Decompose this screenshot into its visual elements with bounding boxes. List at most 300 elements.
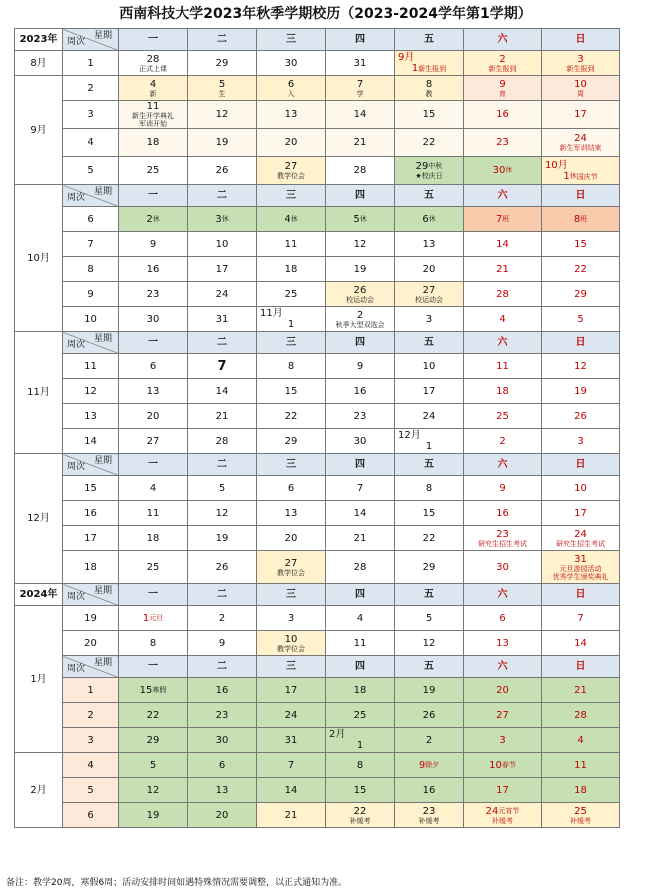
day-number: 27 <box>146 435 160 447</box>
day-cell <box>119 429 188 454</box>
day-number: 25 <box>146 561 160 573</box>
day-number: $30^休$ <box>492 165 513 176</box>
day-cell <box>188 703 257 728</box>
day-note: 补缓考 <box>349 816 371 825</box>
zhouci-label: 周次 <box>67 592 86 602</box>
weekday-header: 三 <box>257 656 326 678</box>
day-cell <box>188 631 257 656</box>
day-number: 15 <box>353 784 367 796</box>
day-number: 2 <box>499 53 506 65</box>
day-cell <box>464 551 542 584</box>
day-cell <box>542 728 620 753</box>
day-number: 11 <box>353 637 367 649</box>
day-number: 26 <box>353 284 367 296</box>
day-cell <box>326 354 395 379</box>
day-number: 24 <box>215 288 229 300</box>
day-note: 校运动会 <box>415 295 443 304</box>
day-cell <box>119 354 188 379</box>
day-number: 5 <box>149 759 157 771</box>
day-cell <box>542 606 620 631</box>
day-cell <box>542 678 620 703</box>
day-cell <box>257 526 326 551</box>
day-number: 21 <box>496 263 509 275</box>
weekday-header: 六 <box>464 332 542 354</box>
day-cell <box>464 703 542 728</box>
month-label: 12月 <box>15 454 63 584</box>
week-number: 6 <box>63 803 119 828</box>
day-number: 28 <box>353 165 367 176</box>
day-number: 5 <box>218 78 226 90</box>
day-number: 29 <box>574 288 587 300</box>
day-number: 6 <box>287 482 295 494</box>
weekday-header: 日 <box>542 454 620 476</box>
day-cell <box>395 803 464 828</box>
day-cell <box>257 753 326 778</box>
day-cell <box>542 207 620 232</box>
day-note: 教学位会 <box>277 644 305 653</box>
day-cell <box>119 678 188 703</box>
week-number: 14 <box>63 429 119 454</box>
day-number: 4 <box>499 313 506 325</box>
week-number: 7 <box>63 232 119 257</box>
day-cell <box>542 753 620 778</box>
day-cell <box>257 631 326 656</box>
weekday-header: 五 <box>395 332 464 354</box>
day-cell <box>257 551 326 584</box>
day-cell <box>257 157 326 185</box>
month-label: 10月 <box>15 185 63 332</box>
day-number: 30 <box>284 57 298 69</box>
day-number: 5 <box>425 612 433 624</box>
day-cell <box>542 257 620 282</box>
day-number: 26 <box>215 165 229 176</box>
day-number: 13 <box>284 507 298 519</box>
weekday-header: 二 <box>188 656 257 678</box>
zhouci-label: 周次 <box>67 340 86 350</box>
day-cell <box>188 778 257 803</box>
day-cell <box>119 157 188 185</box>
day-number: 11 <box>146 507 160 519</box>
day-number: 7 <box>356 78 364 90</box>
day-number: 31 <box>353 57 367 69</box>
day-cell <box>119 282 188 307</box>
day-number: 10 <box>284 633 298 645</box>
day-cell <box>257 232 326 257</box>
weekday-header: 日 <box>542 656 620 678</box>
day-cell <box>119 753 188 778</box>
day-number: 15 <box>422 109 436 120</box>
day-number: 23 <box>496 137 509 148</box>
day-cell <box>464 207 542 232</box>
day-cell <box>188 476 257 501</box>
day-number: 8 <box>425 482 433 494</box>
day-note: 教学位会 <box>277 568 305 577</box>
day-cell <box>542 354 620 379</box>
day-number: 3 <box>577 435 584 447</box>
day-cell <box>395 282 464 307</box>
day-number: 1 <box>425 441 433 452</box>
day-number: 13 <box>422 238 436 250</box>
day-cell <box>464 51 542 76</box>
weekday-header: 一 <box>119 454 188 476</box>
day-cell <box>464 232 542 257</box>
day-cell <box>257 778 326 803</box>
day-number: 15 <box>422 507 436 519</box>
day-cell <box>395 703 464 728</box>
day-cell <box>257 129 326 157</box>
day-number: 19 <box>146 809 160 821</box>
day-number: 21 <box>353 137 367 148</box>
day-cell <box>326 678 395 703</box>
week-number: 19 <box>63 606 119 631</box>
day-number: 17 <box>496 784 509 796</box>
weekday-header: 二 <box>188 332 257 354</box>
day-cell <box>395 257 464 282</box>
day-number: 4 <box>149 482 157 494</box>
day-number: 7 <box>217 358 227 374</box>
day-number: 22 <box>574 263 587 275</box>
day-cell <box>188 728 257 753</box>
day-note: 正式上课 <box>139 64 167 73</box>
day-number: 23 <box>215 709 229 721</box>
day-cell <box>326 501 395 526</box>
day-number: $1^休$国庆节 <box>563 170 598 182</box>
day-cell <box>542 307 620 332</box>
day-cell <box>542 476 620 501</box>
day-number: 27 <box>284 161 298 172</box>
month-label: 1月 <box>15 606 63 753</box>
day-note: 秋季大型双选会 <box>335 320 385 329</box>
day-note: 周 <box>577 89 584 98</box>
day-number: 24 <box>422 410 436 422</box>
day-number: 10 <box>422 360 436 372</box>
day-number: $5^休$ <box>353 213 367 225</box>
day-cell <box>257 678 326 703</box>
zhouci-label: 周次 <box>67 462 86 472</box>
day-cell <box>119 76 188 101</box>
day-cell <box>395 429 464 454</box>
day-cell <box>542 429 620 454</box>
day-number: 17 <box>574 507 587 519</box>
xingqi-label: 星期 <box>93 187 112 197</box>
day-cell <box>464 501 542 526</box>
day-cell <box>326 631 395 656</box>
day-note: 新生军训结束 <box>559 144 602 152</box>
day-number: 24 <box>284 709 298 721</box>
day-number: 19 <box>215 532 229 544</box>
day-number: 20 <box>422 263 436 275</box>
day-cell <box>542 703 620 728</box>
weekday-header: 日 <box>542 332 620 354</box>
day-number: $6^休$ <box>422 213 436 225</box>
day-number: 23 <box>496 528 509 540</box>
day-number: 22 <box>353 805 367 817</box>
day-number: 3 <box>287 612 295 624</box>
day-number: 1 <box>356 740 364 751</box>
day-number: 2 <box>499 435 506 447</box>
day-number: 11 <box>284 238 298 250</box>
day-cell <box>326 703 395 728</box>
day-number: 19 <box>422 684 436 696</box>
day-number: 28 <box>215 435 229 447</box>
day-cell <box>326 728 395 753</box>
weekday-header: 四 <box>326 29 395 51</box>
week-number: 12 <box>63 379 119 404</box>
day-cell <box>464 354 542 379</box>
day-number: 28 <box>146 53 160 65</box>
xingqi-label: 星期 <box>93 586 112 596</box>
day-cell <box>257 101 326 129</box>
weekday-header: 五 <box>395 185 464 207</box>
day-number: 9 <box>218 637 226 649</box>
day-cell <box>464 429 542 454</box>
day-cell <box>326 803 395 828</box>
day-cell <box>326 232 395 257</box>
weekday-week-corner <box>63 185 119 207</box>
day-number: 31 <box>215 313 229 325</box>
day-number: 22 <box>422 532 436 544</box>
day-cell <box>395 551 464 584</box>
day-number: 16 <box>496 507 509 519</box>
day-cell <box>257 606 326 631</box>
day-cell <box>119 551 188 584</box>
day-cell <box>119 526 188 551</box>
month-marker: 2月 <box>329 729 346 740</box>
month-label: 2月 <box>15 753 63 828</box>
day-number: 2 <box>356 309 364 321</box>
day-number: 31 <box>284 734 298 746</box>
day-cell <box>326 753 395 778</box>
day-number: 25 <box>353 709 367 721</box>
day-cell <box>395 728 464 753</box>
week-number: 4 <box>63 129 119 157</box>
day-cell <box>326 51 395 76</box>
day-note: 教 <box>425 89 433 98</box>
day-number: 16 <box>146 263 160 275</box>
weekday-header: 五 <box>395 584 464 606</box>
day-number: 2 <box>425 734 433 746</box>
zhouci-label: 周次 <box>67 664 86 674</box>
weekday-header: 四 <box>326 332 395 354</box>
day-number: 14 <box>353 507 367 519</box>
day-number: 27 <box>496 709 509 721</box>
day-number: 12 <box>353 238 367 250</box>
day-number: 18 <box>574 784 587 796</box>
day-number: 29 <box>284 435 298 447</box>
day-number: 4 <box>356 612 364 624</box>
zhouci-label: 周次 <box>67 37 86 47</box>
day-number: 12 <box>574 360 587 372</box>
day-number: 28 <box>574 709 587 721</box>
day-cell <box>542 501 620 526</box>
day-number: 25 <box>574 805 587 817</box>
day-cell <box>188 257 257 282</box>
day-number: 18 <box>146 137 160 148</box>
day-cell <box>188 803 257 828</box>
day-number: 8 <box>356 759 364 771</box>
day-number: 16 <box>353 385 367 397</box>
day-cell <box>188 501 257 526</box>
day-number: 19 <box>353 263 367 275</box>
day-number: $1^{元旦}$ <box>142 612 164 624</box>
day-cell <box>188 606 257 631</box>
weekday-header: 五 <box>395 454 464 476</box>
weekday-header: 日 <box>542 584 620 606</box>
month-label: 9月 <box>15 76 63 185</box>
day-number: 21 <box>574 684 587 696</box>
day-number: $8^班$ <box>573 213 588 225</box>
day-number: 10 <box>574 78 587 90</box>
day-number: 29 <box>422 561 436 573</box>
day-number: 23 <box>422 805 436 817</box>
day-cell <box>188 678 257 703</box>
day-number: 3 <box>425 313 433 325</box>
day-number: 30 <box>215 734 229 746</box>
day-cell <box>119 803 188 828</box>
day-number: 11 <box>496 360 509 372</box>
weekday-header: 二 <box>188 29 257 51</box>
day-number: 5 <box>577 313 584 325</box>
month-marker: 11月 <box>260 308 283 319</box>
weekday-header: 四 <box>326 185 395 207</box>
weekday-header: 二 <box>188 584 257 606</box>
weekday-header: 一 <box>119 332 188 354</box>
month-label: 8月 <box>15 51 63 76</box>
day-number: 27 <box>284 557 298 569</box>
zhouci-label: 周次 <box>67 193 86 203</box>
day-number: $29^{中秋}$ <box>415 161 443 172</box>
day-cell <box>257 703 326 728</box>
day-cell <box>119 257 188 282</box>
day-number: 19 <box>574 385 587 397</box>
day-cell <box>464 257 542 282</box>
day-cell <box>464 476 542 501</box>
xingqi-label: 星期 <box>93 456 112 466</box>
footer-note: 备注：教学20周，寒假6周；活动安排时间如遇特殊情况需要调整，以正式通知为准。 <box>6 878 348 888</box>
week-number: 1 <box>63 51 119 76</box>
day-number: 30 <box>496 561 509 573</box>
day-cell <box>542 551 620 584</box>
day-number: 31 <box>574 553 587 565</box>
weekday-header: 三 <box>257 29 326 51</box>
day-cell <box>326 551 395 584</box>
day-cell <box>395 157 464 185</box>
day-number: 8 <box>425 78 433 90</box>
day-number: 14 <box>574 637 587 649</box>
day-cell <box>542 803 620 828</box>
day-cell <box>119 404 188 429</box>
day-number: 23 <box>353 410 367 422</box>
weekday-week-corner <box>63 332 119 354</box>
day-cell <box>395 51 464 76</box>
day-cell <box>119 606 188 631</box>
day-cell <box>119 51 188 76</box>
day-number: 20 <box>146 410 160 422</box>
day-number: 16 <box>215 684 229 696</box>
day-number: 12 <box>215 109 229 120</box>
day-cell <box>257 76 326 101</box>
day-cell <box>395 101 464 129</box>
day-number: 6 <box>149 360 157 372</box>
weekday-header: 日 <box>542 185 620 207</box>
weekday-header: 六 <box>464 584 542 606</box>
weekday-header: 三 <box>257 584 326 606</box>
day-cell <box>257 728 326 753</box>
day-cell <box>188 101 257 129</box>
weekday-header: 六 <box>464 29 542 51</box>
day-cell <box>542 282 620 307</box>
day-cell <box>464 678 542 703</box>
day-number: 15 <box>574 238 587 250</box>
day-number: 20 <box>215 809 229 821</box>
day-note: 生 <box>218 89 226 98</box>
day-cell <box>119 728 188 753</box>
day-cell <box>326 157 395 185</box>
day-cell <box>464 282 542 307</box>
day-cell <box>464 631 542 656</box>
week-number: 1 <box>63 678 119 703</box>
day-cell <box>326 429 395 454</box>
day-cell <box>257 51 326 76</box>
day-note: 补缓考 <box>570 816 591 825</box>
day-note: 元旦游园活动 <box>559 564 602 573</box>
day-cell <box>326 129 395 157</box>
day-number: 9 <box>356 360 364 372</box>
day-cell <box>119 476 188 501</box>
day-cell <box>119 379 188 404</box>
day-cell <box>119 778 188 803</box>
day-cell <box>464 379 542 404</box>
day-cell <box>326 307 395 332</box>
day-number: 14 <box>496 238 509 250</box>
month-marker: 12月 <box>398 430 421 441</box>
day-number: $15^{寒假}$ <box>139 684 167 696</box>
day-cell <box>257 476 326 501</box>
day-number: 20 <box>284 137 298 148</box>
day-note: 研究生招生考试 <box>478 539 527 548</box>
day-number: 3 <box>577 53 584 65</box>
day-cell <box>326 257 395 282</box>
day-note: 校运动会 <box>346 295 374 304</box>
day-cell <box>188 526 257 551</box>
weekday-week-corner <box>63 454 119 476</box>
day-note: 入 <box>287 89 295 98</box>
day-number: 5 <box>218 482 226 494</box>
day-number: 17 <box>574 109 587 120</box>
day-note: 新 <box>149 89 157 98</box>
month-marker: 10月 <box>545 159 568 171</box>
day-cell <box>395 501 464 526</box>
day-cell <box>119 631 188 656</box>
day-cell <box>464 606 542 631</box>
day-cell <box>188 429 257 454</box>
day-cell <box>326 404 395 429</box>
weekday-header: 二 <box>188 185 257 207</box>
day-cell <box>326 101 395 129</box>
day-cell <box>188 76 257 101</box>
day-number: $24^{元宵节}$ <box>485 805 520 817</box>
day-cell <box>542 404 620 429</box>
day-number: 4 <box>577 734 584 746</box>
page-title: 西南科技大学2023年秋季学期校历（2023-2024学年第1学期） <box>119 6 532 22</box>
day-cell <box>257 257 326 282</box>
month-label: 11月 <box>15 332 63 454</box>
weekday-week-corner <box>63 656 119 678</box>
day-number: 24 <box>574 133 587 144</box>
day-cell <box>188 232 257 257</box>
week-number: 16 <box>63 501 119 526</box>
day-cell <box>542 129 620 157</box>
